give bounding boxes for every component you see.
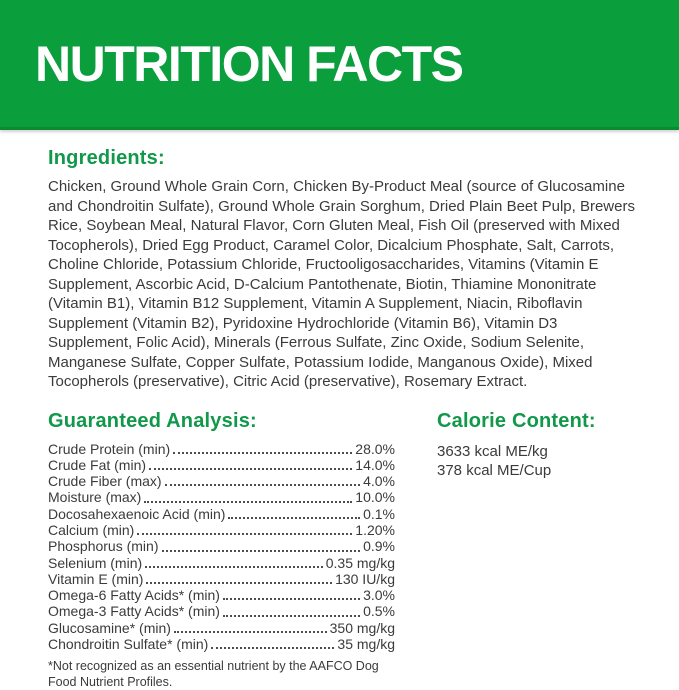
dotted-leader (145, 566, 323, 568)
nutrient-label: Vitamin E (min) (48, 571, 143, 587)
dotted-leader (173, 452, 352, 454)
dotted-leader (211, 647, 334, 649)
nutrient-value: 14.0% (355, 457, 395, 473)
table-row (48, 441, 395, 457)
dotted-leader (149, 468, 352, 470)
nutrient-label: Calcium (min) (48, 522, 134, 538)
guaranteed-analysis-section (48, 410, 395, 690)
table-row (48, 538, 395, 554)
nutrient-label: Chondroitin Sulfate* (min) (48, 636, 208, 652)
dotted-leader (137, 533, 352, 535)
nutrient-label: Glucosamine* (min) (48, 620, 171, 636)
calorie-content-section (437, 410, 596, 481)
nutrient-label: Docosahexaenoic Acid (min) (48, 506, 225, 522)
table-row (48, 571, 395, 587)
nutrient-label: Omega-6 Fatty Acids* (min) (48, 587, 220, 603)
table-row (48, 555, 395, 571)
nutrient-label: Moisture (max) (48, 489, 141, 505)
nutrient-value: 130 IU/kg (335, 571, 395, 587)
calorie-lines (437, 442, 596, 481)
dotted-leader (174, 631, 327, 633)
table-row (48, 506, 395, 522)
nutrient-label: Crude Fat (min) (48, 457, 146, 473)
dotted-leader (223, 598, 360, 600)
nutrition-facts-banner (0, 0, 679, 130)
banner-title: NUTRITION FACTS (35, 35, 462, 93)
nutrient-value: 10.0% (355, 489, 395, 505)
nutrient-value: 1.20% (355, 522, 395, 538)
nutrient-value: 4.0% (363, 473, 395, 489)
calorie-kg-value: 3633 kcal ME/kg (437, 442, 596, 462)
table-row (48, 603, 395, 619)
dotted-leader (144, 501, 352, 503)
dotted-leader (162, 550, 361, 552)
table-row (48, 473, 395, 489)
nutrient-value: 0.1% (363, 506, 395, 522)
label-content (0, 130, 679, 690)
nutrient-value: 3.0% (363, 587, 395, 603)
nutrient-label: Crude Fiber (max) (48, 473, 162, 489)
nutrient-value: 0.35 mg/kg (326, 555, 395, 571)
nutrient-value: 0.9% (363, 538, 395, 554)
analysis-columns (48, 410, 639, 690)
dotted-leader (223, 615, 360, 617)
ingredients-text: Chicken, Ground Whole Grain Corn, Chicken By-Product Meal (source of Glucosamine and Chondroitin Sulfate), Ground Whole Grain Sorghum, Dried Plain Beet Pulp, Brewers Rice, Soybean Meal, Natural Flavor, Corn Gluten Meal, Fish Oil (preserved with Mixed Tocopherols), Dried Egg Product, Caramel Color, Dicalcium Phosphate, Salt, Carrots, Choline Chloride, Potassium Chloride, Fructooligosaccharides, Vitamins (Vitamin E Supplement, Ascorbic Acid, D-Calcium Pantothenate, Biotin, Thiamine Mononitrate (Vitamin B1), Vitamin B12 Supplement, Vitamin A Supplement, Niacin, Riboflavin Supplement (Vitamin B2), Pyridoxine Hydrochloride (Vitamin B6), Vitamin D3 Supplement, Folic Acid), Minerals (Ferrous Sulfate, Zinc Oxide, Sodium Selenite, Manganese Sulfate, Copper Sulfate, Potassium Iodide, Manganous Oxide), Mixed Tocopherols (preservative), Citric Acid (preservative), Rosemary Extract. (48, 177, 644, 392)
nutrient-value: 0.5% (363, 603, 395, 619)
nutrient-value: 35 mg/kg (337, 636, 395, 652)
guaranteed-analysis-table (48, 441, 395, 653)
nutrient-value: 28.0% (355, 441, 395, 457)
table-row (48, 587, 395, 603)
ingredients-heading: Ingredients: (48, 147, 639, 170)
nutrient-label: Phosphorus (min) (48, 538, 159, 554)
nutrient-label: Selenium (min) (48, 555, 142, 571)
dotted-leader (228, 517, 360, 519)
dotted-leader (165, 484, 360, 486)
guaranteed-analysis-heading: Guaranteed Analysis: (48, 410, 395, 433)
dotted-leader (146, 582, 332, 584)
table-row (48, 489, 395, 505)
calorie-content-heading: Calorie Content: (437, 410, 596, 433)
calorie-cup-value: 378 kcal ME/Cup (437, 461, 596, 481)
table-row (48, 522, 395, 538)
aafco-footnote: *Not recognized as an essential nutrient by the AAFCO Dog Food Nutrient Profiles. (48, 658, 410, 690)
nutrient-label: Crude Protein (min) (48, 441, 170, 457)
table-row (48, 636, 395, 652)
nutrient-label: Omega-3 Fatty Acids* (min) (48, 603, 220, 619)
table-row (48, 457, 395, 473)
nutrient-value: 350 mg/kg (330, 620, 395, 636)
